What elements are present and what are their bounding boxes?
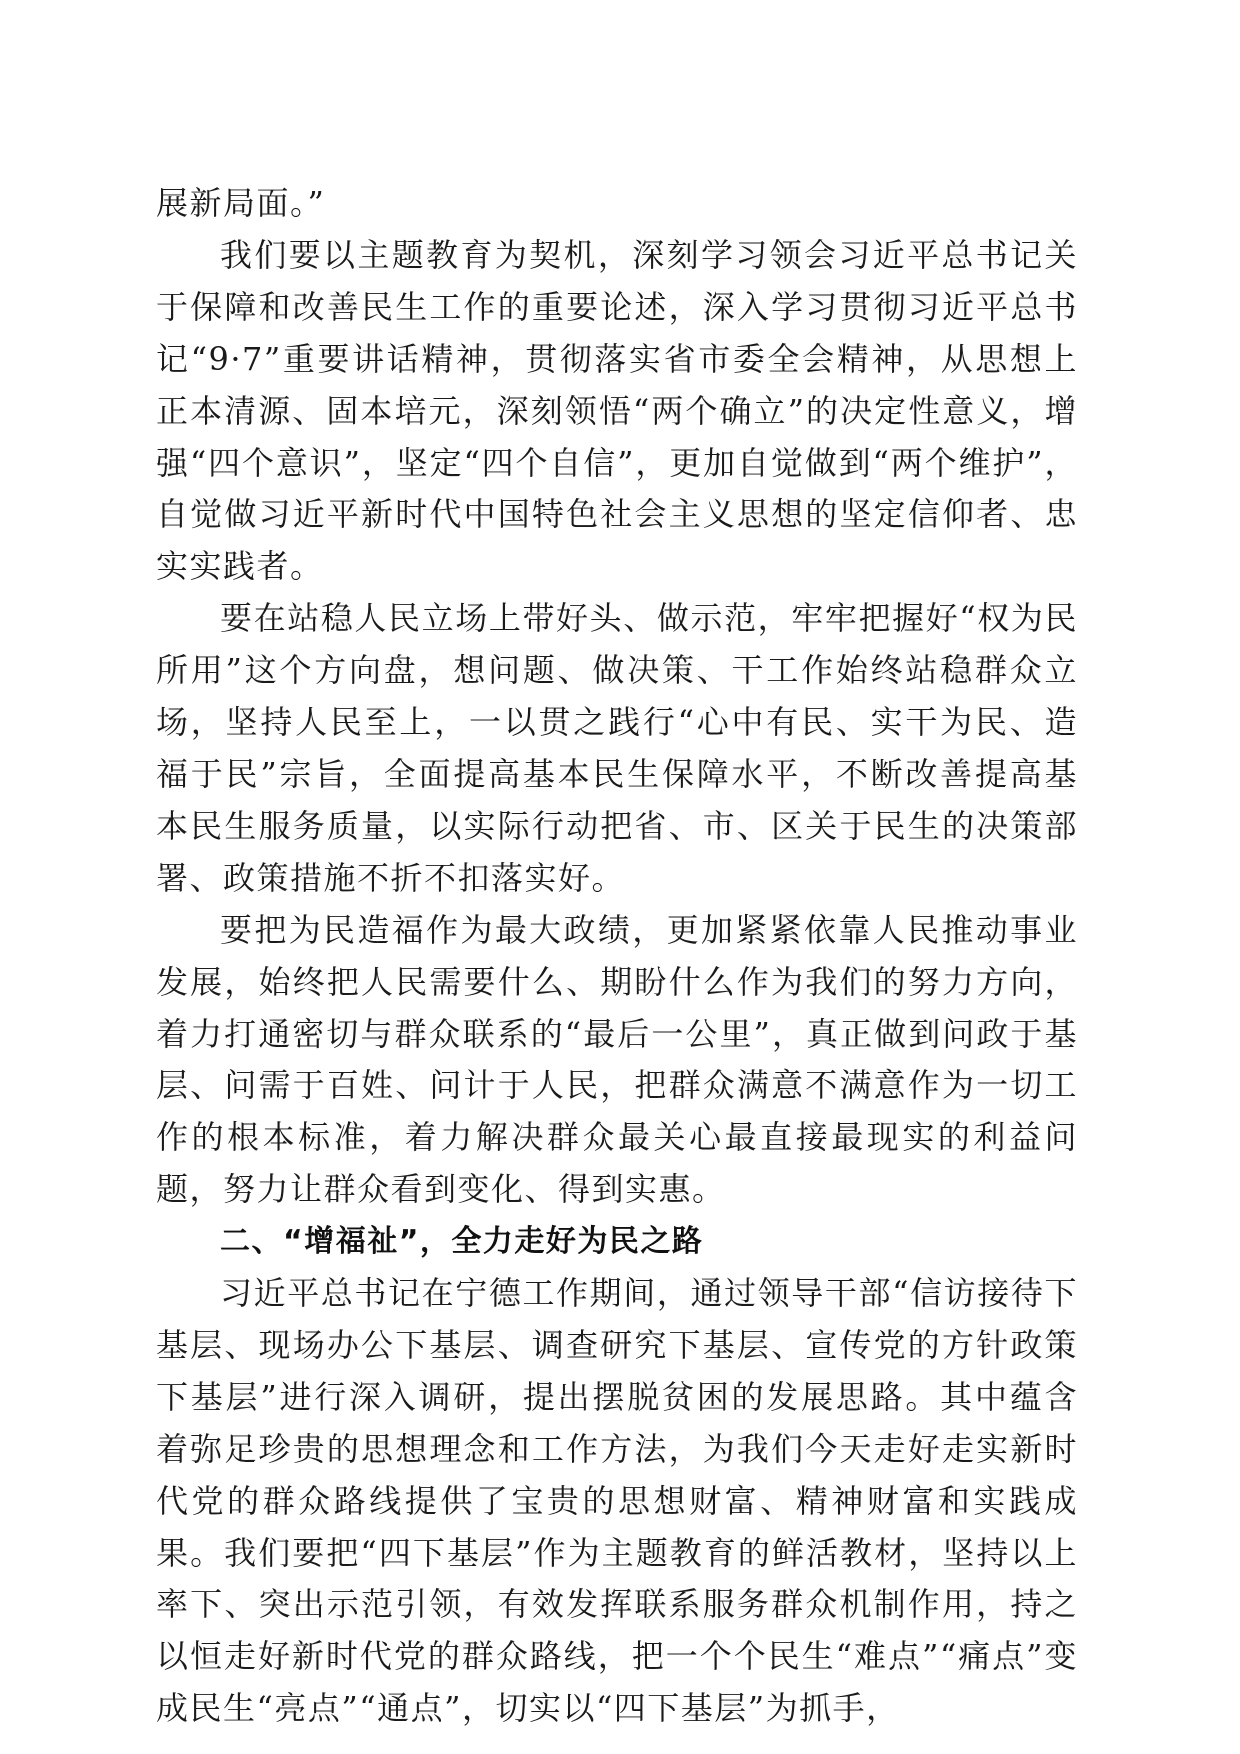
paragraph-people-stance: 要在站稳人民立场上带好头、做示范，牢牢把握好“权为民所用”这个方向盘，想问题、做决策、干工作始终站稳群众立场，坚持人民至上，一以贯之践行“心中有民、实干为民、造福于民”宗旨，全面提高基本民生保障水平，不断改善提高基本民生服务质量，以实际行动把省、市、区关于民生的决策部署、政策措施不折不扣落实好。 (156, 599, 1078, 897)
section-heading-2: 二、“增福祉”，全力走好为民之路 (220, 1224, 704, 1260)
paragraph-four-grassroots: 习近平总书记在宁德工作期间，通过领导干部“信访接待下基层、现场办公下基层、调查研究下基层、宣传党的方针政策下基层”进行深入调研，提出摆脱贫困的发展思路。其中蕴含着弥足珍贵的思想理念和工作方法，为我们今天走好走实新时代党的群众路线提供了宝贵的思想财富、精神财富和实践成果。我们要把“四下基层”作为主题教育的鲜活教材，坚持以上率下、突出示范引领，有效发挥联系服务群众机制作用，持之以恒走好新时代党的群众路线，把一个个民生“难点”“痛点”变成民生“亮点”“通点”，切实以“四下基层”为抓手， (156, 1274, 1078, 1728)
paragraph-continuation: 展新局面。” (156, 184, 326, 222)
paragraph-people-welfare: 要把为民造福作为最大政绩，更加紧紧依靠人民推动事业发展，始终把人民需要什么、期盼什么作为我们的努力方向，着力打通密切与群众联系的“最后一公里”，真正做到问政于基层、问需于百姓、问计于人民，把群众满意不满意作为一切工作的根本标准，着力解决群众最关心最直接最现实的利益问题，努力让群众看到变化、得到实惠。 (156, 910, 1078, 1209)
paragraph-theme-education: 我们要以主题教育为契机，深刻学习领会习近平总书记关于保障和改善民生工作的重要论述，深入学习贯彻习近平总书记“9·7”重要讲话精神，贯彻落实省市委全会精神，从思想上正本清源、固本培元，深刻领悟“两个确立”的决定性意义，增强“四个意识”，坚定“四个自信”，更加自觉做到“两个维护”，自觉做习近平新时代中国特色社会主义思想的坚定信仰者、忠实实践者。 (156, 235, 1078, 586)
document-body (156, 178, 1078, 1735)
